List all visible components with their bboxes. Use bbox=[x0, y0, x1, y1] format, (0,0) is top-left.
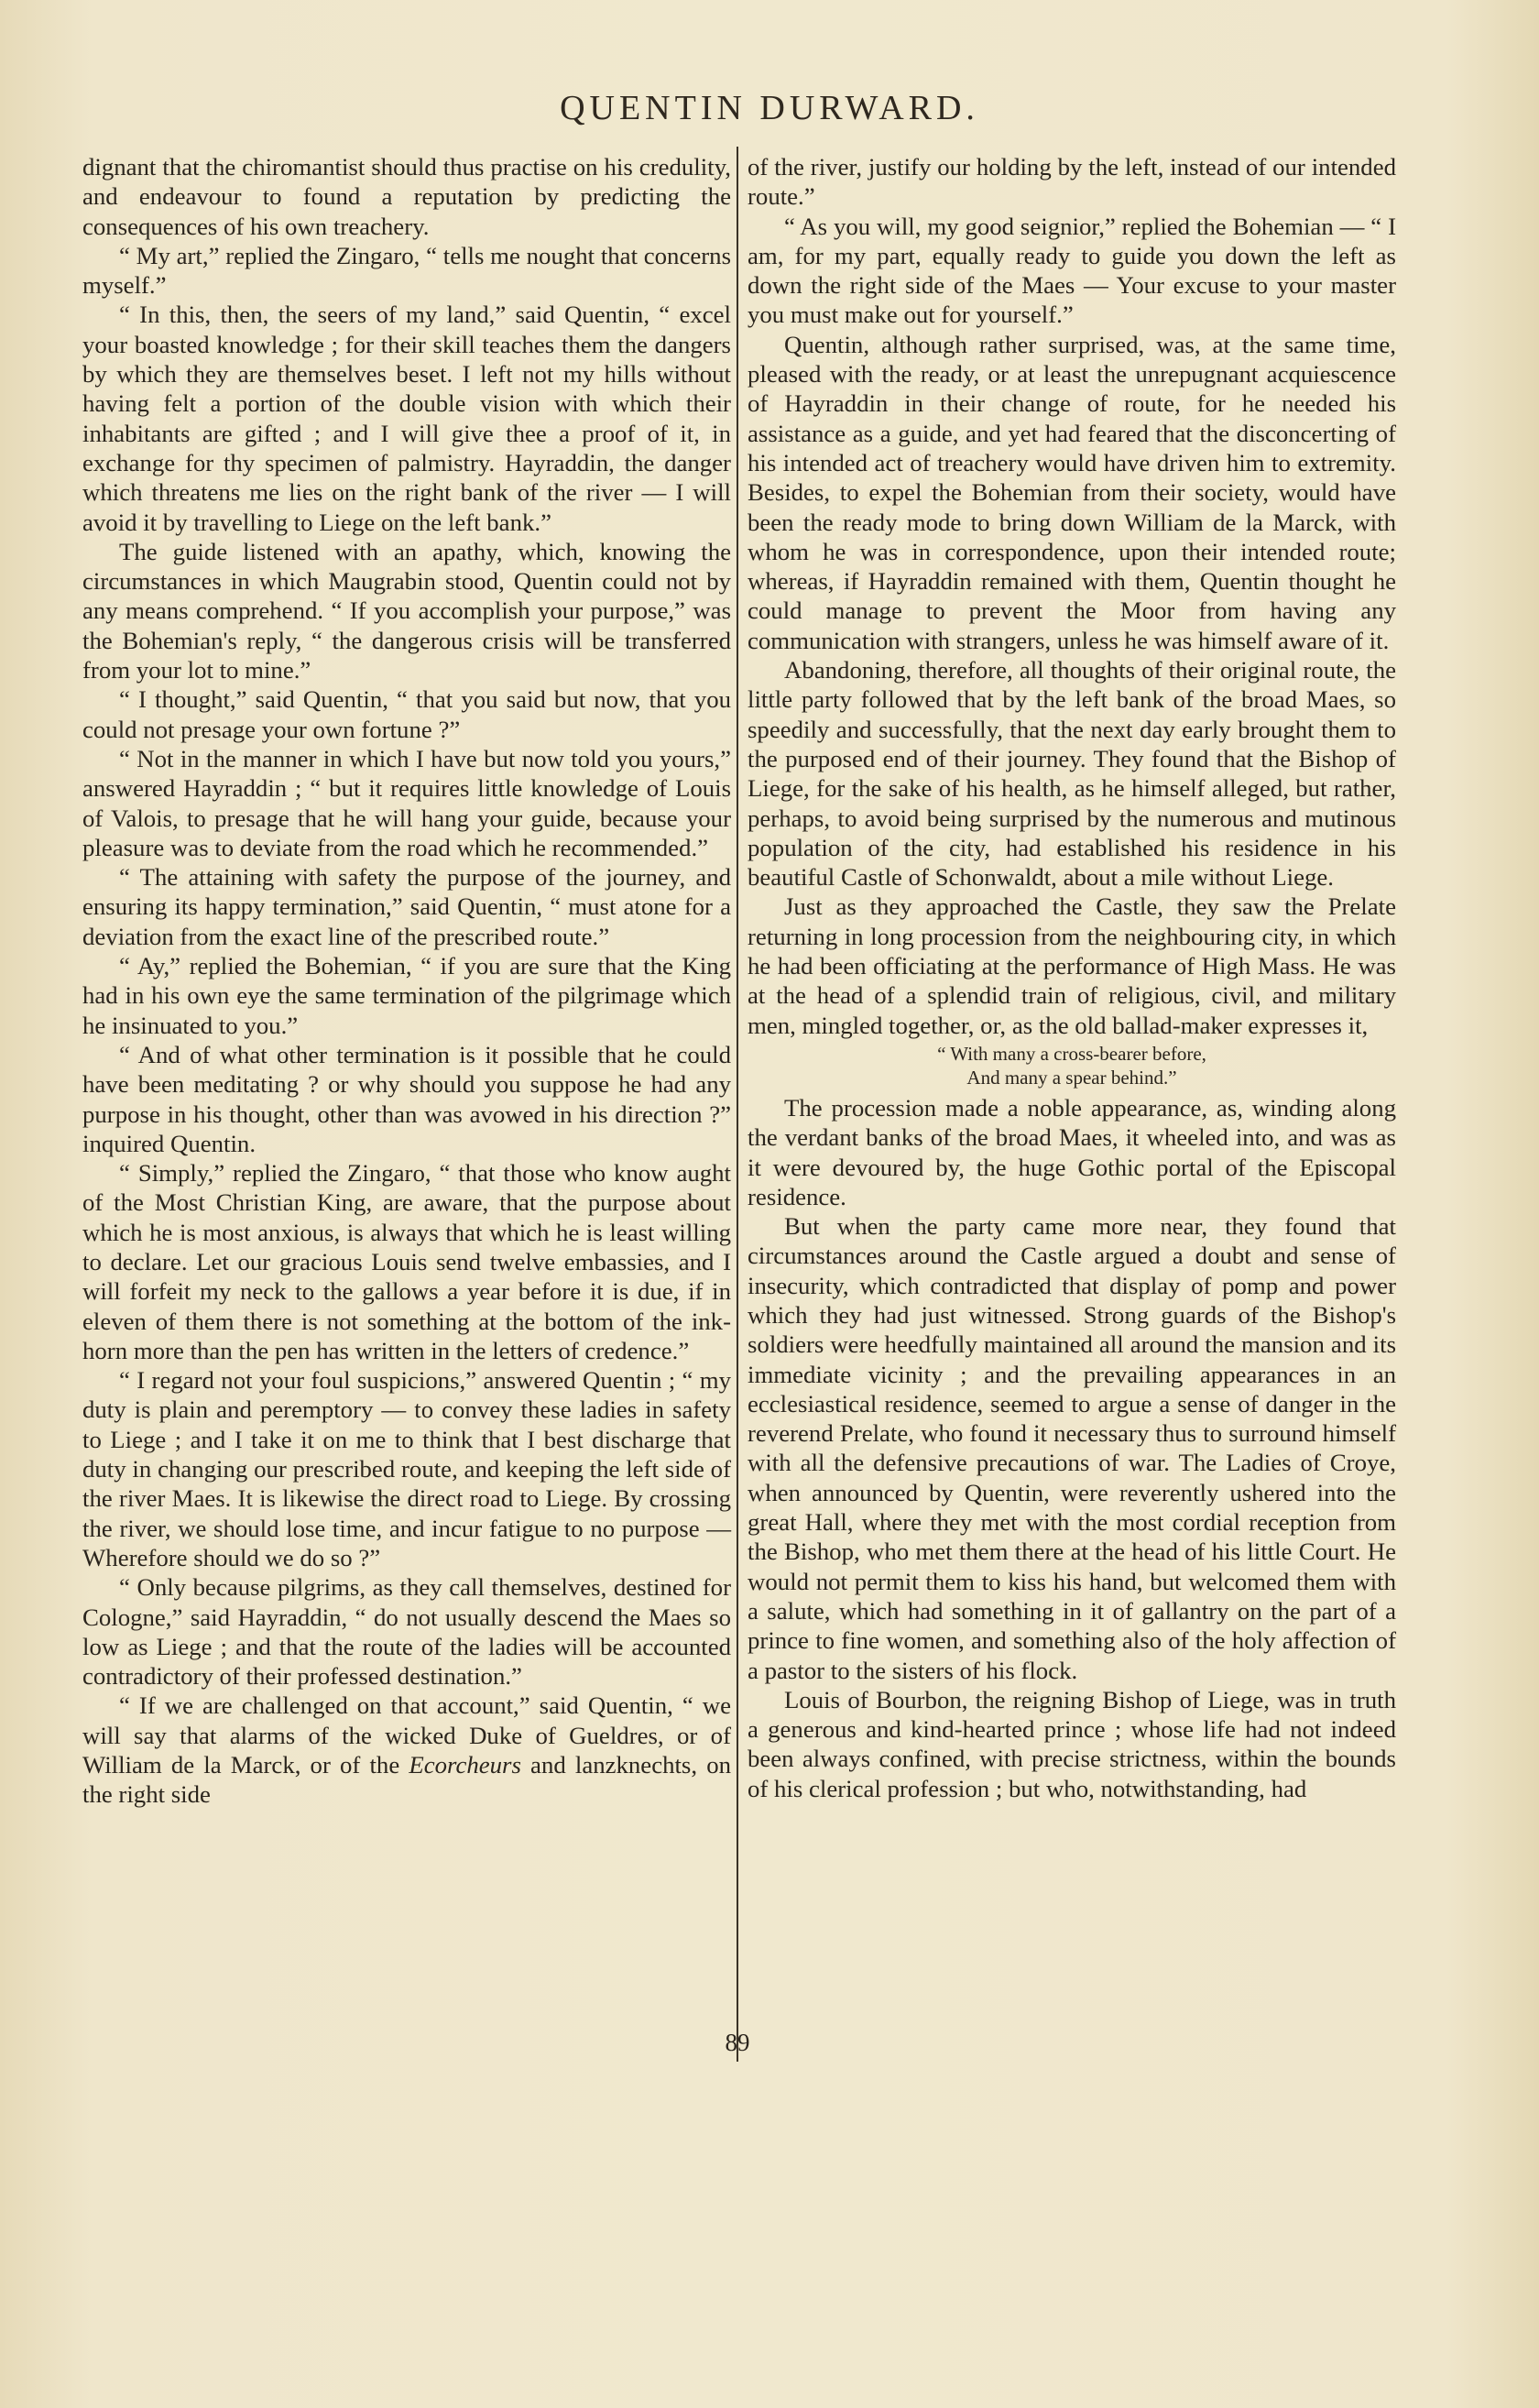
verse-quote bbox=[748, 1042, 1396, 1089]
paragraph-last bbox=[82, 1691, 731, 1809]
paragraph: “ Only because pilgrims, as they call themselves, destined for Cologne,” said Hayraddin, “ do not usually descend the Maes so low as Liege ; and that the route of the ladies will be accounted contradictory of their professed destination.” bbox=[82, 1573, 731, 1691]
paragraph: “ And of what other termination is it possible that he could have been meditating ? or why should you suppose he had any purpose in his thought, other than was avowed in his direction ?” inquired Quentin. bbox=[82, 1040, 731, 1157]
paragraph: Louis of Bourbon, the reigning Bishop of Liege, was in truth a generous and kind-hearted prince ; whose life had not indeed been always confined, with precise strictness, within the bounds of his clerical profession ; but who, notwithstanding, had bbox=[748, 1685, 1396, 1802]
paragraph: “ The attaining with safety the purpose of the journey, and ensuring its happy termination,” said Quentin, “ must atone for a deviation from the exact line of the prescribed route.” bbox=[82, 863, 731, 950]
text-run: “ If we are challenged on that account,” said Quentin, “ we will say that alarms of the wicked Duke of Gueldres, or of William de la Marck, or of the bbox=[82, 1691, 731, 1779]
paragraph: “ In this, then, the seers of my land,” said Quentin, “ excel your boasted knowledge ; for their skill teaches them the dangers by which they are themselves beset. I left not my hills without having felt a portion of the double vision with which their inhabitants are gifted ; and I will give thee a proof of it, in exchange for thy specimen of palmistry. Hayraddin, the danger which threatens me lies on the right bank of the river — I will avoid it by travelling to Liege on the left bank.” bbox=[82, 301, 731, 536]
paragraph: Abandoning, therefore, all thoughts of their original route, the little party followed that by the left bank of the broad Maes, so speedily and successfully, that the next day early brought them to the purposed end of their journey. They found that the Bishop of Liege, for the sake of his health, as he himself alleged, but rather, perhaps, to avoid being surprised by the numerous and mutinous population of the city, had established his residence in his beautiful Castle of Schonwaldt, about a mile without Liege. bbox=[748, 656, 1396, 892]
italic-term: Ecorcheurs bbox=[409, 1751, 521, 1779]
paragraph: Quentin, although rather surprised, was, at the same time, pleased with the ready, or at least the unrepugnant acquiescence of Hayraddin in their change of route, for he needed his assistance as a guide, and yet had feared that the disconcerting of his intended act of treachery would have driven him to extremity. Besides, to expel the Bohemian from their society, would have been the ready mode to bring down William de la Marck, with whom he was in correspondence, upon their intended route; whereas, if Hayraddin remained with them, Quentin thought he could manage to prevent the Moor from having any communication with strangers, unless he was himself aware of it. bbox=[748, 330, 1396, 654]
paragraph: The guide listened with an apathy, which, knowing the circumstances in which Maugrabin stood, Quentin could not by any means comprehend. “ If you accomplish your purpose,” was the Bohemian's reply, “ the dangerous crisis will be transferred from your lot to mine.” bbox=[82, 537, 731, 684]
paragraph: “ Not in the manner in which I have but now told you yours,” answered Hayraddin ; “ but it requires little knowledge of Louis of Valois, to presage that he will hang your guide, because your pleasure was to deviate from the road which he recommended.” bbox=[82, 744, 731, 861]
paragraph: But when the party came more near, they found that circumstances around the Castle argued a doubt and sense of insecurity, which contradicted that display of pomp and power which they had just witnessed. Strong guards of the Bishop's soldiers were heedfully maintained all around the mansion and its immediate vicinity ; and the prevailing appearances in an ecclesiastical residence, seemed to argue a sense of danger in the reverend Prelate, who found it necessary thus to surround himself with all the defensive precautions of war. The Ladies of Croye, when announced by Quentin, were reverently ushered into the great Hall, where they met with the most cordial reception from the Bishop, who met them there at the head of his little Court. He would not permit them to kiss his hand, but welcomed them with a salute, which had something in it of gallantry on the part of a prince to fine women, and something also of the holy affection of a pastor to the sisters of his flock. bbox=[748, 1212, 1396, 1684]
verse-line: “ With many a cross-bearer before, bbox=[937, 1042, 1206, 1065]
left-column bbox=[82, 152, 731, 1810]
paragraph: “ As you will, my good seignior,” replied the Bohemian — “ I am, for my part, equally ready to guide you down the left as down the right side of the Maes — Your excuse to your master you must make out for yourself.” bbox=[748, 212, 1396, 329]
paragraph: The procession made a noble appearance, as, winding along the verdant banks of the broad Maes, it wheeled into, and was as it were devoured by, the huge Gothic portal of the Episcopal residence. bbox=[748, 1093, 1396, 1210]
paragraph: “ Ay,” replied the Bohemian, “ if you are sure that the King had in his own eye the same termination of the pilgrimage which he insinuated to you.” bbox=[82, 952, 731, 1039]
paragraph: “ I regard not your foul suspicions,” answered Quentin ; “ my duty is plain and peremptory — to convey these ladies in safety to Liege ; and I take it on me to think that I best discharge that duty in changing our prescribed route, and keeping the left side of the river Maes. It is likewise the direct road to Liege. By crossing the river, we should lose time, and incur fatigue to no purpose — Wherefore should we do so ?” bbox=[82, 1366, 731, 1571]
running-title: QUENTIN DURWARD. bbox=[560, 89, 979, 127]
paragraph: “ I thought,” said Quentin, “ that you said but now, that you could not presage your own fortune ?” bbox=[82, 685, 731, 743]
verse-line: And many a spear behind.” bbox=[966, 1066, 1177, 1089]
paragraph: “ Simply,” replied the Zingaro, “ that those who know aught of the Most Christian King, are aware, that the purpose about which he is most anxious, is always that which he is least willing to declare. Let our gracious Louis send twelve embassies, and I will forfeit my neck to the gallows a year before it is due, if in eleven of them there is not something at the bottom of the ink-horn more than the pen has written in the letters of credence.” bbox=[82, 1159, 731, 1364]
paragraph: “ My art,” replied the Zingaro, “ tells me nought that concerns myself.” bbox=[82, 241, 731, 300]
right-column bbox=[748, 152, 1396, 1803]
column-divider bbox=[737, 147, 738, 2062]
paragraph: of the river, justify our holding by the left, instead of our intended route.” bbox=[748, 153, 1396, 211]
page-number: 89 bbox=[725, 2029, 750, 2056]
paragraph: dignant that the chiromantist should thus practise on his credulity, and endeavour to found a reputation by predicting the consequences of his own treachery. bbox=[82, 153, 731, 240]
paragraph: Just as they approached the Castle, they saw the Prelate returning in long procession from the neighbouring city, in which he had been officiating at the performance of High Mass. He was at the head of a splendid train of religious, civil, and military men, mingled together, or, as the old ballad-maker expresses it, bbox=[748, 892, 1396, 1039]
text-run: and lanzknechts, on the right side bbox=[82, 1751, 731, 1809]
